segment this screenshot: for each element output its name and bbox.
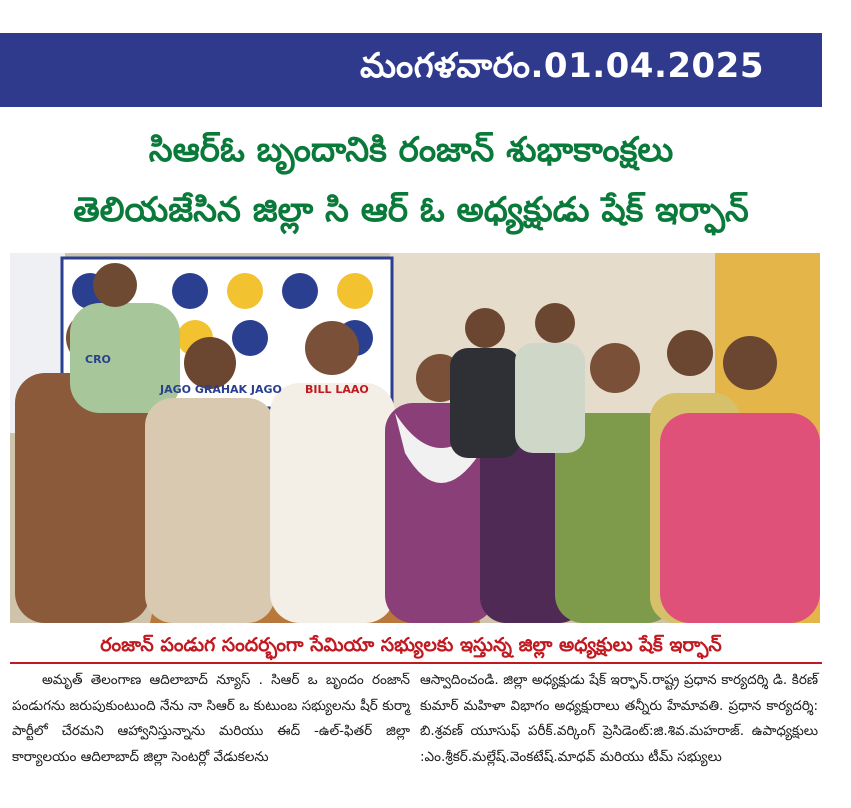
banner-text-1: JAGO GRAHAK JAGO	[160, 383, 282, 396]
article-text-right: ఆస్వాదించండి. జిల్లా అధ్యక్షుడు షేక్ ఇర్ఫాన్.రాష్ట్ర ప్రధాన కార్యదర్శి డి. కిరణ్ కుమార్ మహిళా విభాగం అధ్యక్షురాలు తన్నీరు హేమావతి. ప్రధాన కార్యదర్శి: బి.శ్రవణ్ యూసుఫ్ పరీక్.వర్కింగ్ ప్రెసిడెంట్:జి.శివ.మహరాజ్. ఉపాధ్యక్షులు :ఎం.శ్రీకర్.మల్లేష్.వెంకటేష్.మాధవ్ మరియు టీమ్ సభ్యులు	[420, 672, 818, 765]
article-column-left	[12, 668, 410, 770]
date-banner	[0, 33, 822, 107]
caption-divider	[10, 662, 822, 664]
banner-text-2: BILL LAAO	[305, 383, 369, 396]
news-photo-illustration	[10, 253, 820, 623]
headline-line-1: సిఆర్ఓ బృందానికి రంజాన్ శుభాకాంక్షలు	[148, 130, 674, 170]
article-column-right	[420, 668, 818, 770]
headline-line-2: తెలియజేసిన జిల్లా సి ఆర్ ఓ అధ్యక్షుడు షేక్ ఇర్ఫాన్	[73, 190, 749, 230]
article-text-left: అమృత్ తెలంగాణ ఆదిలాబాద్ న్యూస్ . సిఆర్ ఒ బృందం రంజాన్ పండుగను జరుపుకుంటుంది నేను నా సిఆర్ ఒ కుటుంబ సభ్యులను షీర్ కుర్మా పార్టీలో చేరమని ఆహ్వానిస్తున్నాను మరియు ఈద్ -ఉల్-ఫితర్ జిల్లా కార్యాలయం ఆదిలాబాద్ జిల్లా సెంటర్లో వేడుకలను	[12, 672, 410, 765]
photo-caption: రంజాన్ పండుగ సందర్భంగా సేమియా సభ్యులకు ఇస్తున్న జిల్లా అధ్యక్షులు షేక్ ఇర్ఫాన్	[100, 634, 722, 656]
banner-text-3: CRO	[85, 353, 111, 366]
news-photo	[10, 253, 820, 623]
publication-date: మంగళవారం.01.04.2025	[360, 46, 764, 86]
